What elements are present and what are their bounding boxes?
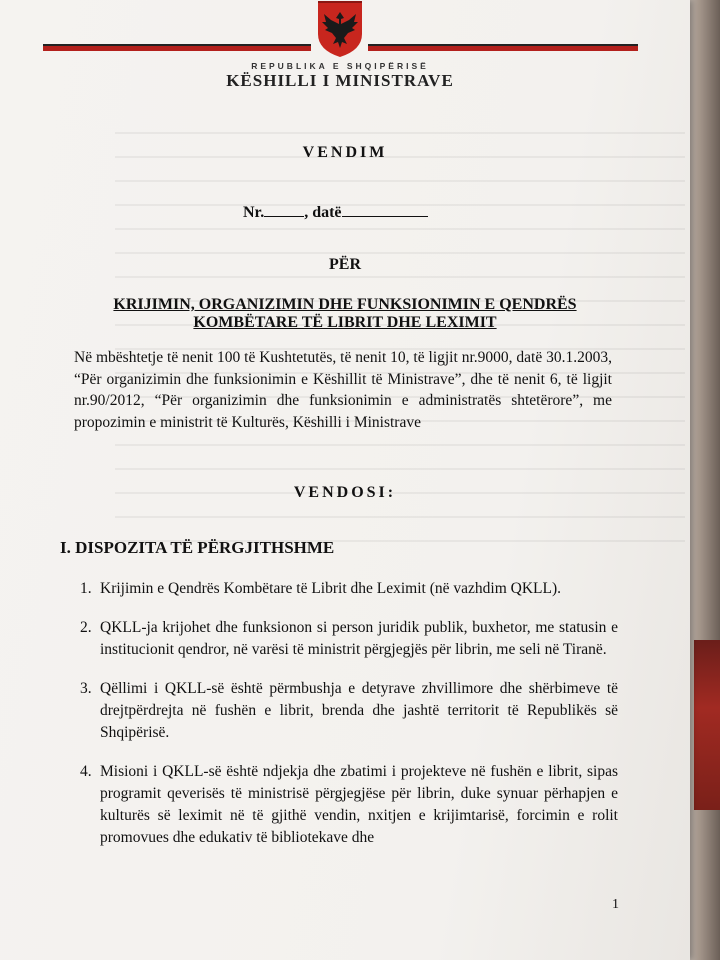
council-name: KËSHILLI I MINISTRAVE — [226, 71, 454, 90]
republic-name: REPUBLIKA E SHQIPËRISË — [251, 61, 429, 71]
list-item — [80, 761, 618, 849]
number-date-line — [243, 202, 428, 222]
item-number: 1. — [80, 580, 92, 597]
albanian-emblem-icon — [314, 0, 366, 58]
provisions-list — [80, 578, 618, 866]
date-blank — [342, 202, 428, 217]
nr-blank — [264, 202, 304, 217]
document-title: VENDIM — [302, 144, 388, 161]
list-item — [80, 578, 618, 600]
decision-subject — [90, 296, 600, 332]
header-rule-left — [43, 44, 311, 51]
subject-line-2: KOMBËTARE TË LIBRIT DHE LEXIMIT — [193, 314, 497, 331]
item-number: 4. — [80, 763, 92, 780]
section-heading: I. DISPOZITA TË PËRGJITHSHME — [60, 538, 335, 557]
item-text: Misioni i QKLL-së është ndjekja dhe zbatimi i projekteve në fushën e librit, sipas programit qeverisës të ministrisë përgjegjëse për librin, duke synuar përhapjen e kulturës së leximit në të gjithë vendin, nxitjen e krijimtarisë, forcimin e rolit promovues dhe edukativ të bibliotekave dhe — [100, 763, 618, 846]
item-text: Krijimin e Qendrës Kombëtare të Librit dhe Leximit (në vazhdim QKLL). — [100, 580, 561, 597]
preamble-text: Në mbështetje të nenit 100 të Kushtetutës, të nenit 10, të ligjit nr.9000, datë 30.1.2003, “Për organizimin dhe funksionimin e Këshillit të Ministrave”, dhe të nenit 6, të ligjit nr.90/2012, “Për organizimin dhe funksionimin e administratës shtetërore”, me propozimin e ministrit të Kulturës, Këshilli i Ministrave — [74, 349, 612, 431]
nr-label: Nr. — [243, 204, 265, 221]
item-text: Qëllimi i QKLL-së është përmbushja e detyrave zhvillimore dhe shërbimeve të drejtpërdrejta në fushën e librit, brenda dhe jashtë territorit të Republikës së Shqipërisë. — [100, 680, 618, 741]
page-number: 1 — [612, 897, 619, 912]
item-number: 3. — [80, 680, 92, 697]
item-number: 2. — [80, 619, 92, 636]
subject-line-1: KRIJIMIN, ORGANIZIMIN DHE FUNKSIONIMIN E QENDRËS — [113, 296, 577, 313]
date-label: , datë — [304, 204, 342, 221]
item-text: QKLL-ja krijohet dhe funksionon si person juridik publik, buxhetor, me statusin e institucionit qendror, në varësi të ministrit përgjegjës për librin, me seli në Tiranë. — [100, 619, 618, 658]
vendosi-heading: VENDOSI: — [293, 484, 397, 501]
per-heading: PËR — [329, 256, 361, 273]
header-rule-right — [368, 44, 638, 51]
list-item — [80, 678, 618, 744]
list-item — [80, 617, 618, 661]
background-red-object — [694, 640, 720, 810]
